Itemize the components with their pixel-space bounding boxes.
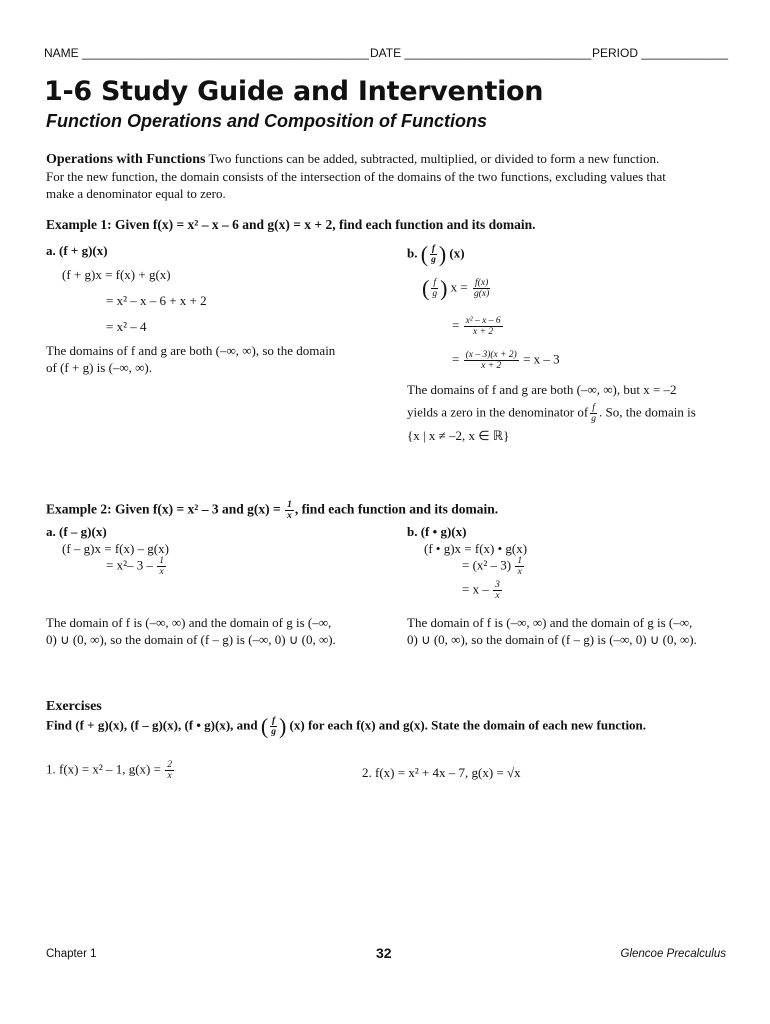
example2-b-step2-num: 1 <box>517 556 523 566</box>
right-paren-icon: ) <box>440 275 448 301</box>
example2-b-label: b. (f • g)(x) <box>407 524 467 539</box>
exercise-1-den: x <box>167 771 172 781</box>
exercises-instruction <box>46 713 647 739</box>
example1-b-step3-result: = x – 3 <box>523 351 560 367</box>
example1-b-step1-fnum: f <box>433 278 437 288</box>
example2-a-step2 <box>106 556 167 577</box>
example1-b-step1-den: g(x) <box>474 289 490 299</box>
exercises-instruction-pre: Find (f + g)(x), (f – g)(x), (f • g)(x), and <box>46 717 258 733</box>
left-paren-icon: ( <box>260 713 269 739</box>
example2-b-step3-num: 3 <box>495 580 500 590</box>
example1-b-suffix: (x) <box>449 245 465 261</box>
example1-b-step1-num: f(x) <box>475 278 489 288</box>
example1-b-step1-eq: x = <box>450 279 468 295</box>
left-paren-icon: ( <box>420 241 429 267</box>
example2-a-label: a. (f – g)(x) <box>46 524 107 539</box>
example1-b-frac-num: f <box>431 244 436 254</box>
example2-a-step1: (f – g)x = f(x) – g(x) <box>62 541 169 556</box>
example2-a-step2-num: 1 <box>159 556 164 566</box>
period-field-label: PERIOD _____________ <box>592 46 729 60</box>
footer-publisher: Glencoe Precalculus <box>620 948 726 960</box>
example2-b-step1: (f • g)x = f(x) • g(x) <box>424 541 528 556</box>
example2-b-domain-line1: The domain of f is (–∞, ∞) and the domain of g is (–∞, <box>407 615 693 630</box>
exercises-instruction-den: g <box>271 727 276 737</box>
example2-a-step2-den: x <box>159 567 164 577</box>
right-paren-icon: ) <box>438 241 447 267</box>
exercise-2: 2. f(x) = x² + 4x – 7, g(x) = √x <box>362 765 521 780</box>
example1-a-step1: (f + g)x = f(x) + g(x) <box>62 267 171 282</box>
exercises-instruction-post: (x) for each f(x) and g(x). State the domain of each new function. <box>289 717 647 733</box>
example1-b-domain-line2 <box>407 403 737 427</box>
example1-b-domain-line1: The domains of f and g are both (–∞, ∞), but x = –2 <box>407 382 677 397</box>
example2-b-step3-text: = x – <box>462 581 489 597</box>
example1-b-step2-num: x² – x – 6 <box>465 316 501 326</box>
example2-a-step2-text: = x²– 3 – <box>106 557 153 573</box>
example2-b-domain <box>407 614 737 648</box>
example1-b-step3: = $\frac{(x - 3)(x + 2)}{x + 2}$ = x – 3 <box>452 350 560 371</box>
exercise-1-text: 1. f(x) = x² – 1, g(x) = <box>46 761 161 777</box>
example1-a-domain-line2: of (f + g) is (–∞, ∞). <box>46 360 153 375</box>
example1-a-domain-line1: The domains of f and g are both (–∞, ∞), so the domain <box>46 343 336 358</box>
example1-a-label: a. (f + g)(x) <box>46 243 108 258</box>
page-subtitle: Function Operations and Composition of Functions <box>46 111 487 131</box>
example1-a-step3: = x² – 4 <box>106 319 147 334</box>
footer-page-number: 32 <box>376 945 392 961</box>
example2-b-step2 <box>462 556 525 577</box>
example1-b-domain-post: . So, the domain is <box>598 404 696 420</box>
example2-b-step2-text: = (x² – 3) <box>462 557 512 573</box>
example1-b-step1 <box>422 275 492 301</box>
example1-b-step3-num: (x – 3)(x + 2) <box>465 350 517 360</box>
footer-chapter: Chapter 1 <box>46 948 97 960</box>
intro-line1: Two functions can be added, subtracted, multiplied, or divided to form a new function. <box>208 151 660 166</box>
example2-b-step3 <box>462 580 503 601</box>
example2-heading <box>46 500 498 521</box>
date-field-label: DATE ____________________________ <box>370 46 592 60</box>
example2-a-domain-line2: 0) ∪ (0, ∞), so the domain of (f – g) is (–∞, 0) ∪ (0, ∞). <box>46 632 336 647</box>
example2-a-domain-line1: The domain of f is (–∞, ∞) and the domain of g is (–∞, <box>46 615 332 630</box>
example1-b-step2-den: x + 2 <box>473 327 494 337</box>
page-title: 1-6 Study Guide and Intervention <box>44 76 544 107</box>
example2-heading-post: , find each function and its domain. <box>294 501 499 517</box>
example1-b-step3-den: x + 2 <box>481 361 502 371</box>
example2-heading-pre: Example 2: Given f(x) = x² – 3 and g(x) = <box>46 501 281 517</box>
example1-b-frac-den: g <box>431 255 436 265</box>
right-paren-icon: ) <box>278 713 287 739</box>
example2-b-step3-den: x <box>495 591 500 601</box>
example1-heading: Example 1: Given f(x) = x² – x – 6 and g(x) = x + 2, find each function and its domain. <box>46 217 536 232</box>
left-paren-icon: ( <box>422 275 430 301</box>
example1-b-label <box>407 241 465 267</box>
example1-b-domain <box>407 381 737 444</box>
exercise-1 <box>46 760 175 781</box>
example1-b-domain-line3: {x | x ≠ –2, x ∈ ℝ} <box>407 428 510 443</box>
intro-line3: make a denominator equal to zero. <box>46 186 226 201</box>
intro-paragraph <box>46 150 726 202</box>
example2-heading-den: x <box>287 511 292 521</box>
example2-b-domain-line2: 0) ∪ (0, ∞), so the domain of (f – g) is (–∞, 0) ∪ (0, ∞). <box>407 632 697 647</box>
name-field-label: NAME ___________________________________________ <box>44 46 369 60</box>
intro-heading: Operations with Functions <box>46 152 206 167</box>
example1-a-domain <box>46 342 366 376</box>
example1-b-step1-fden: g <box>432 289 438 299</box>
example1-b-domain-fden: g <box>591 414 596 424</box>
example1-a-step2: = x² – x – 6 + x + 2 <box>106 293 207 308</box>
exercises-heading: Exercises <box>46 699 102 714</box>
exercises-instruction-num: f <box>271 716 276 726</box>
example2-b-step2-den: x <box>517 567 522 577</box>
example2-heading-num: 1 <box>287 500 292 510</box>
example1-b-domain-fnum: f <box>592 403 595 413</box>
intro-line2: For the new function, the domain consists of the intersection of the domains of the two functions, excluding values that <box>46 169 666 184</box>
exercise-1-num: 2 <box>167 760 172 770</box>
example1-b-step2: = $\frac{\text{x² – x – 6}}{x + 2}$ <box>452 316 501 337</box>
example1-b-prefix: b. <box>407 245 418 261</box>
example2-a-domain <box>46 614 396 648</box>
example1-b-domain-pre: yields a zero in the denominator of <box>407 404 589 420</box>
